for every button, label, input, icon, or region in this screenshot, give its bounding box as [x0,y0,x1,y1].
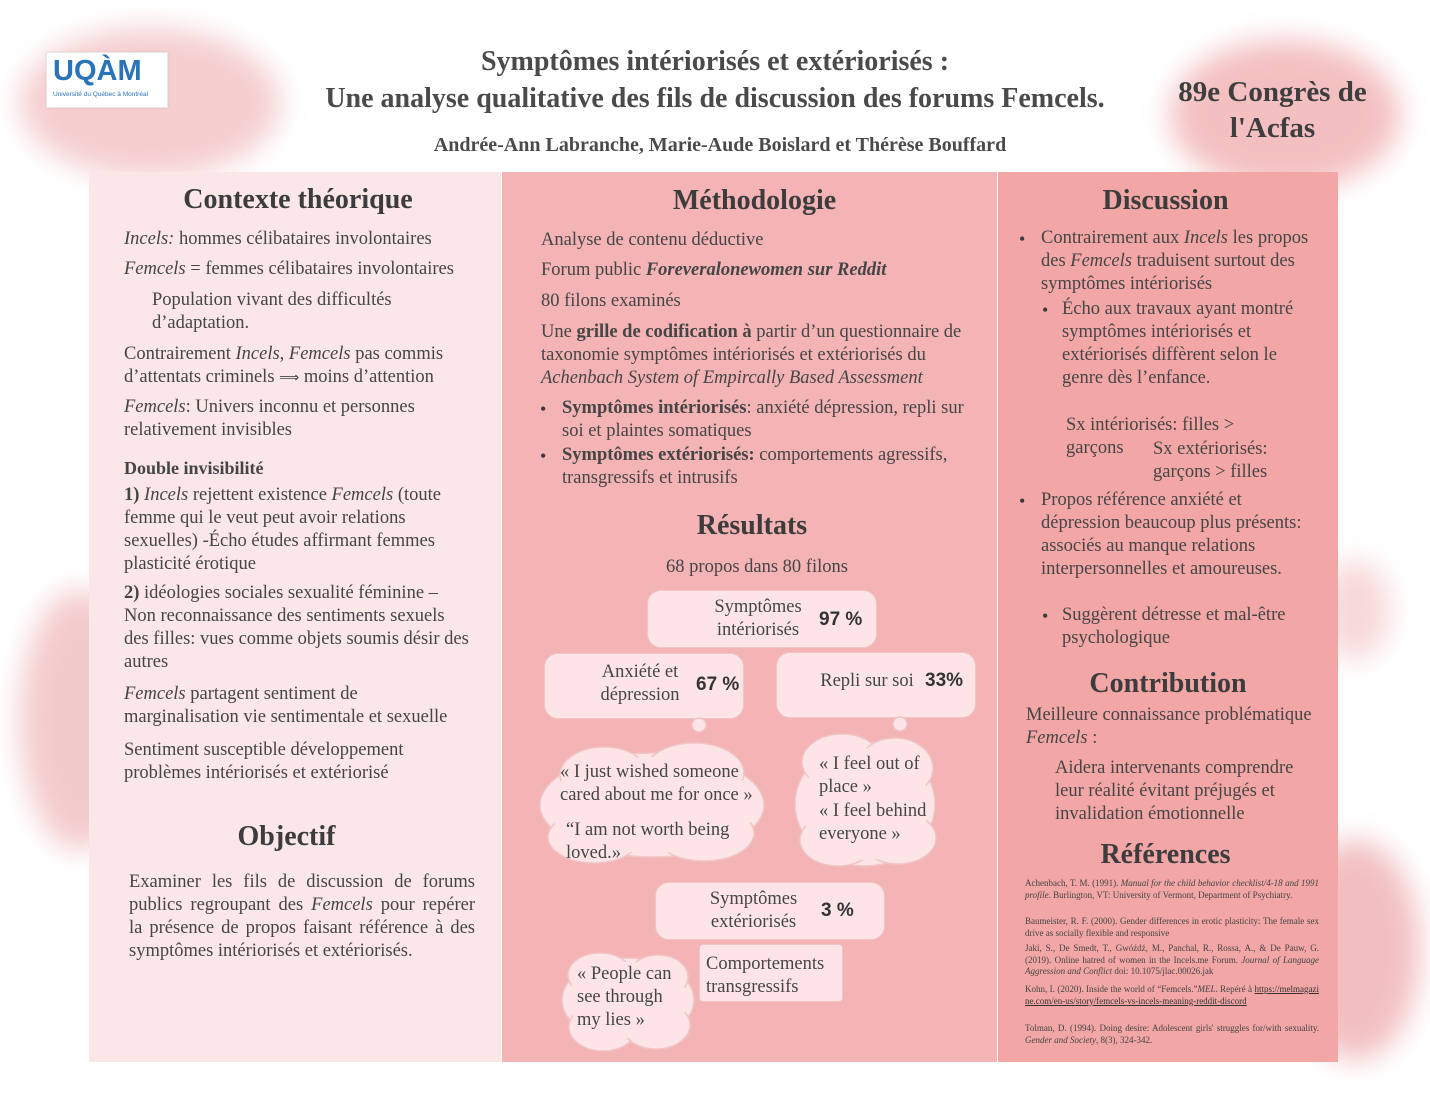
box-percent: 67 % [696,674,740,695]
anxiety-depression-box [544,653,744,719]
method-line-3: 80 filons examinés [541,291,681,311]
contribution-text: Meilleure connaissance problématique Femcels : [1026,705,1312,748]
methodologie-heading: Méthodologie [672,185,837,216]
box-label: Symptômes intériorisés [714,597,802,640]
externalized-symptoms-box [655,882,885,940]
bullet-icon: • [1042,606,1049,626]
logo-subtitle: Université du Québec à Montréal [53,91,149,98]
contribution-aid: Aidera intervenants comprendre leur réalité évitant préjugés et invalidation émotionnelle [1055,758,1294,824]
discussion-bullet-2: Propos référence anxiété et dépression beaucoup plus présents: associés au manque relations interpersonnelles et amoureuses. [1041,490,1302,579]
reference-link[interactable]: https://melmagazine.com/en-us/story/femcels-vs-incels-meaning-reddit-discord [1025,984,1319,1006]
marginalisation-text: Femcels partagent sentiment de marginalisation vie sentimentale et sexuelle [124,684,448,727]
population-text: Population vivant des difficultés d’adaptation. [152,290,392,333]
reference-baumeister: Baumeister, R. F. (2000). Gender differences in erotic plasticity: The female sex drive as socially flexible and responsive [1025,916,1319,938]
implies-arrow-icon: ⟹ [279,370,300,386]
method-line-1: Analyse de contenu déductive [541,230,764,250]
transgressive-behaviour-box [699,944,843,1002]
method-grid-text: Une grille de codification à partir d’un questionnaire de taxonomie symptômes intériorisés et extériorisés du Achenbach System of Empircally Based Assessment [541,322,962,388]
univers-text: Femcels: Univers inconnu et personnes relativement invisibles [124,397,415,440]
logo-name: UQÀM [53,55,142,87]
box-label: Symptômes extériorisés [709,889,798,932]
invisibility-point-1: 1) Incels rejettent existence Femcels (toute femme qui le veut peut avoir relations sexuelles) -Écho études affirmant femmes plasticité érotique [124,485,441,574]
box-percent: 3 % [821,900,854,921]
congress-label [1165,74,1380,146]
box-label: Anxiété et dépression [600,662,680,705]
femcels-definition: Femcels = femmes célibataires involontaires [124,259,454,279]
objectif-heading: Objectif [237,821,336,852]
resultats-summary: 68 propos dans 80 filons [666,557,848,577]
discussion-heading: Discussion [1102,185,1229,216]
poster-title-line1: Symptômes intériorisés et extériorisés : [480,46,950,77]
discussion-sx-externalized: Sx extériorisés: garçons > filles [1153,439,1268,482]
method-bullet-1: Symptômes intériorisés: anxiété dépression, repli sur soi et plaintes somatiques [562,398,964,441]
contexte-heading: Contexte théorique [183,184,413,215]
contribution-heading: Contribution [1089,668,1247,699]
authors: Andrée-Ann Labranche, Marie-Aude Boislard et Thérèse Bouffard [433,134,1007,156]
method-line-2: Forum public Foreveralonewomen sur Reddit [541,260,887,280]
contrast-text: Contrairement Incels, Femcels pas commis d’attentats criminels ⟹ moins d’attention [124,344,444,387]
invisibility-point-2: 2) idéologies sociales sexualité féminine – Non reconnaissance des sentiments sexuels des filles: vues comme objets soumis désir des autres [124,583,469,672]
bullet-icon: • [1019,491,1026,511]
box-label: Repli sur soi [820,671,914,691]
resultats-heading: Résultats [696,510,808,541]
uqam-logo [46,52,168,108]
reference-kohn: Kohn, I. (2020). Inside the world of “Femcels.”MEL. Repéré à https://melmagazine.com/en-us/story/femcels-vs-incels-meaning-reddit-discord [1025,984,1319,1006]
discussion-sub-2: Suggèrent détresse et mal-être psychologique [1062,605,1286,648]
discussion-sub-1: Écho aux travaux ayant montré symptômes intériorisés et extériorisés diffèrent selon le genre dès l’enfance. [1062,299,1294,388]
box-label: Comportements transgressifs [706,954,825,997]
reference-achenbach: Achenbach, T. M. (1991). Manual for the child behavior checklist/4-18 and 1991 profile. Burlington, VT: University of Vermont, Department of Psychiatry. [1025,878,1319,900]
method-bullet-2: Symptômes extériorisés: comportements agressifs, transgressifs et intrusifs [562,445,948,488]
box-percent: 97 % [819,609,863,630]
repli-sur-soi-box [776,652,976,718]
congress-line2: l'Acfas [1229,112,1316,144]
box-percent: 33% [925,670,964,691]
quote-feel-behind: « I feel behind everyone » [819,801,927,844]
quote-not-worth: “I am not worth being loved.» [566,820,730,863]
congress-line1: 89e Congrès de [1178,76,1367,108]
incels-definition: Incels: hommes célibataires involontaires [124,229,432,249]
bullet-icon: • [1042,300,1049,320]
sentiment-text: Sentiment susceptible développement problèmes intériorisés et extériorisé [124,740,404,783]
discussion-bullet-1: Contrairement aux Incels les propos des Femcels traduisent surtout des symptômes intériorisés [1041,228,1309,294]
references-heading: Références [1100,839,1231,870]
quote-out-of-place: « I feel out of place » [819,754,920,797]
quote-see-through-lies: « People can see through my lies » [577,964,672,1030]
reference-jaki: Jaki, S., De Smedt, T., Gwóźdź, M., Panchal, R., Rossa, A., & De Pauw, G. (2019). Online hatred of women in the Incels.me Forum. Journal of Language Aggression and Conflict doi: 10.1075/jlac.00026.jak [1025,943,1320,976]
internalized-symptoms-box [647,590,877,648]
quote-someone-cared: « I just wished someone cared about me for once » [560,762,753,805]
bullet-icon: • [540,446,547,466]
double-invisibilite-heading: Double invisibilité [124,458,264,478]
discussion-sx-internalized: Sx intériorisés: filles > garçons [1066,415,1235,458]
reference-tolman: Tolman, D. (1994). Doing desire: Adolescent girls' struggles for/with sexuality. Gender and Society, 8(3), 324-342. [1025,1023,1319,1045]
bullet-icon: • [1019,229,1026,249]
bullet-icon: • [540,399,547,419]
objectif-text: Examiner les fils de discussion de forums publics regroupant des Femcels pour repérer la présence de propos faisant référence à des symptômes intériorisés et extériorisés. [129,872,475,961]
poster-title-line2: Une analyse qualitative des fils de discussion des forums Femcels. [325,83,1105,114]
